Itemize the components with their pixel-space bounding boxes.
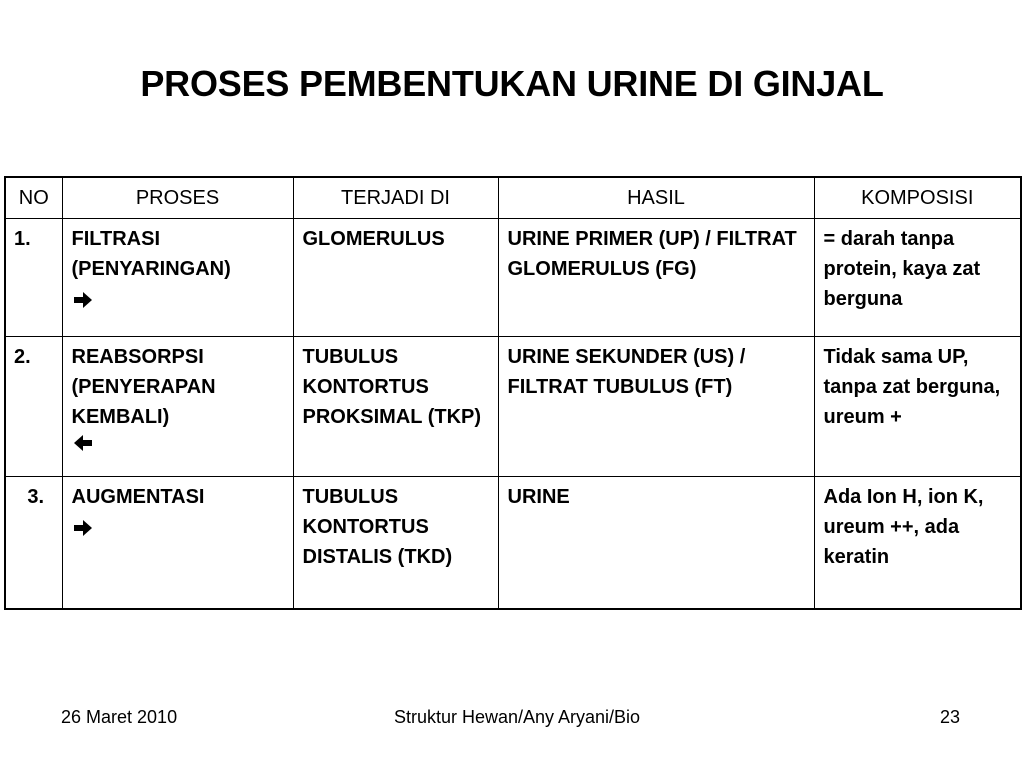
location-cell: GLOMERULUS (293, 219, 498, 337)
process-name: REABSORPSI (71, 346, 204, 368)
row-number: 2. (5, 337, 62, 477)
urine-process-table (4, 176, 1022, 610)
page-number: 23 (940, 707, 961, 727)
location-cell: TUBULUS KONTORTUS PROKSIMAL (TKP) (293, 337, 498, 477)
composition-cell: Ada Ion H, ion K, ureum ++, ada keratin (814, 477, 1021, 609)
row-number: 1. (5, 219, 62, 337)
header-no: NO (5, 177, 62, 219)
row-number: 3. (5, 477, 62, 609)
left-arrow-icon (72, 434, 94, 452)
process-name: FILTRASI (71, 228, 161, 250)
result-cell: URINE PRIMER (UP) / FILTRAT GLOMERULUS (FG) (498, 219, 814, 337)
process-name: AUGMENTASI (71, 486, 205, 508)
header-komposisi: KOMPOSISI (814, 177, 1021, 219)
process-cell (62, 477, 293, 609)
header-proses: PROSES (62, 177, 293, 219)
table-row (5, 337, 1021, 477)
slide-title: PROSES PEMBENTUKAN URINE DI GINJAL (140, 63, 884, 104)
right-arrow-icon (72, 519, 94, 537)
footer-author: Struktur Hewan/Any Aryani/Bio (393, 707, 641, 727)
process-cell (62, 337, 293, 477)
composition-cell: = darah tanpa protein, kaya zat berguna (814, 219, 1021, 337)
header-hasil: HASIL (498, 177, 814, 219)
right-arrow-icon (72, 291, 94, 309)
process-description: (PENYARINGAN) (71, 258, 231, 280)
table-row (5, 477, 1021, 609)
header-terjadi-di: TERJADI DI (293, 177, 498, 219)
table-row (5, 219, 1021, 337)
location-cell: TUBULUS KONTORTUS DISTALIS (TKD) (293, 477, 498, 609)
composition-cell: Tidak sama UP, tanpa zat berguna, ureum + (814, 337, 1021, 477)
footer-date: 26 Maret 2010 (61, 707, 178, 727)
result-cell: URINE (498, 477, 814, 609)
result-cell: URINE SEKUNDER (US) / FILTRAT TUBULUS (FT) (498, 337, 814, 477)
table-header-row (5, 177, 1021, 219)
process-description: (PENYERAPAN KEMBALI) (71, 376, 216, 428)
process-cell (62, 219, 293, 337)
